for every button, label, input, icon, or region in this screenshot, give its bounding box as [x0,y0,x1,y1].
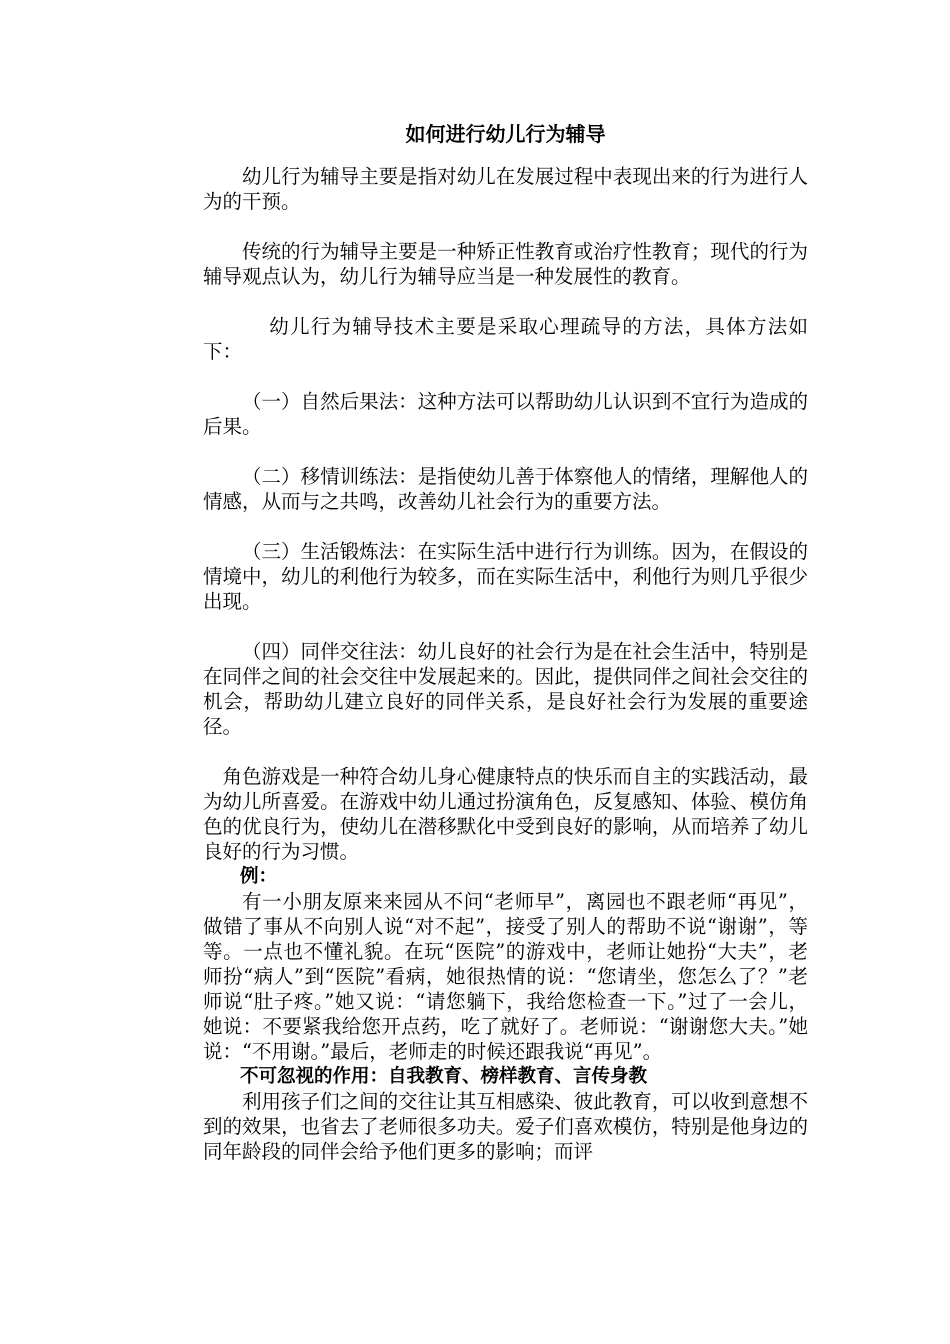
document-body [203,120,808,1164]
paragraph-method-4: （四）同伴交往法：幼儿良好的社会行为是在社会生活中，特别是在同伴之间的社会交往中发展起来的。因此，提供同伴之间社会交往的机会，帮助幼儿建立良好的同伴关系，是良好社会行为发展的重要途径。 [203,640,808,738]
paragraph-peer-influence: 利用孩子们之间的交往让其互相感染、彼此教育，可以收到意想不到的效果，也省去了老师很多功夫。爱子们喜欢模仿，特别是他身边的同年龄段的同伴会给予他们更多的影响；而评 [203,1090,808,1163]
paragraph-method-1: （一）自然后果法：这种方法可以帮助幼儿认识到不宜行为造成的后果。 [203,390,808,438]
paragraph-definition: 幼儿行为辅导主要是指对幼儿在发展过程中表现出来的行为进行人为的干预。 [203,165,808,213]
paragraph-method-3: （三）生活锻炼法：在实际生活中进行行为训练。因为，在假设的情境中，幼儿的利他行为较多，而在实际生活中，利他行为则几乎很少出现。 [203,540,808,613]
paragraph-method-2: （二）移情训练法：是指使幼儿善于体察他人的情绪，理解他人的情感，从而与之共鸣，改善幼儿社会行为的重要方法。 [203,465,808,513]
paragraph-methods-intro: 幼儿行为辅导技术主要是采取心理疏导的方法，具体方法如下： [203,315,808,363]
paragraph-role-play: 角色游戏是一种符合幼儿身心健康特点的快乐而自主的实践活动，最为幼儿所喜爱。在游戏中幼儿通过扮演角色，反复感知、体验、模仿角色的优良行为，使幼儿在潜移默化中受到良好的影响，从而培养了幼儿良好的行为习惯。 [203,765,808,863]
section-heading: 不可忽视的作用：自我教育、榜样教育、言传身教 [240,1066,648,1087]
paragraph-example: 有一小朋友原来来园从不问“老师早”，离园也不跟老师“再见”，做错了事从不向别人说“对不起”，接受了别人的帮助不说“谢谢”，等等。一点也不懂礼貌。在玩“医院”的游戏中，老师让她扮“大夫”，老师扮“病人”到“医院”看病，她很热情的说：“您请坐，您怎么了？”老师说“肚子疼。”她又说：“请您躺下，我给您检查一下。”过了一会儿，她说：不要紧我给您开点药，吃了就好了。老师说：“谢谢您大夫。”她说：“不用谢。”最后，老师走的时候还跟我说“再见”。 [203,890,808,1063]
paragraph-traditional-vs-modern: 传统的行为辅导主要是一种矫正性教育或治疗性教育；现代的行为辅导观点认为，幼儿行为辅导应当是一种发展性的教育。 [203,240,808,288]
example-label: 例： [240,866,278,887]
document-title: 如何进行幼儿行为辅导 [405,122,606,146]
